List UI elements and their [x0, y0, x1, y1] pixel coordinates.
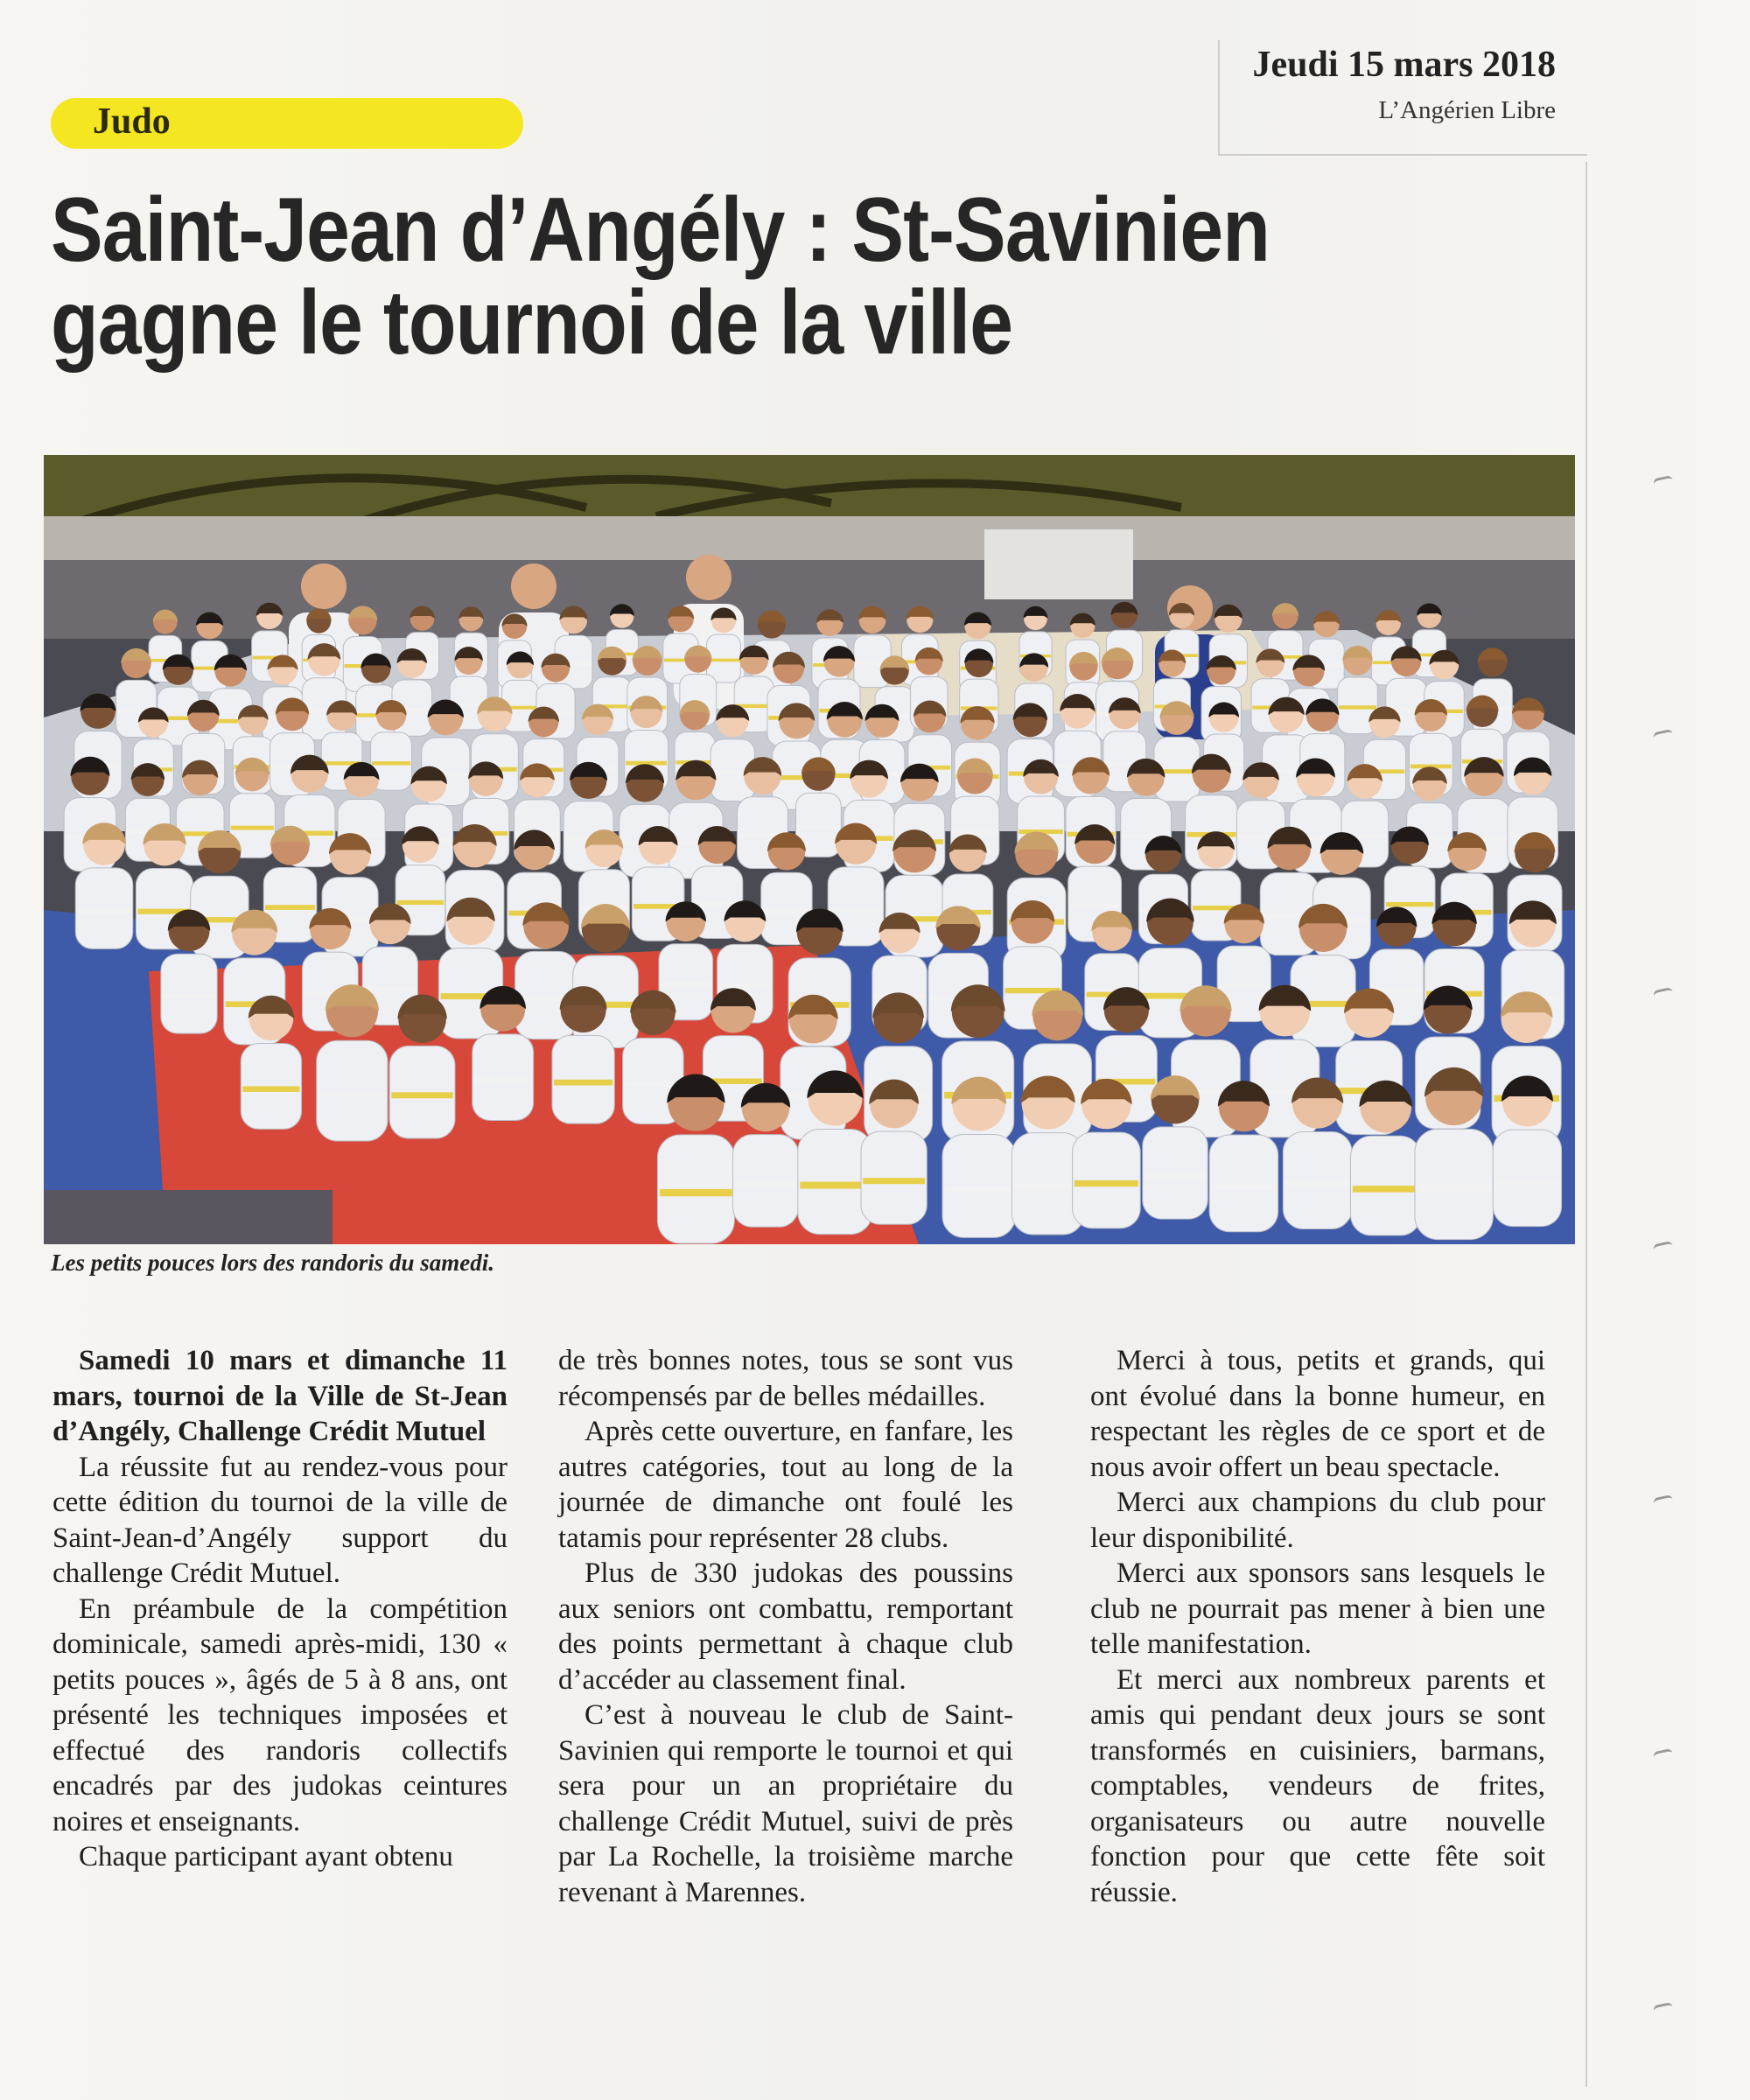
- judoka-belt: [1219, 984, 1270, 989]
- judoka-belt: [944, 1186, 1013, 1193]
- judoka-belt: [397, 900, 444, 905]
- judoka-gi: [1351, 1136, 1421, 1236]
- judoka-belt: [318, 1091, 386, 1098]
- judoka-gi: [942, 1135, 1016, 1238]
- judoka-belt: [163, 994, 216, 999]
- judoka-belt: [1418, 1184, 1491, 1191]
- judoka-belt: [1211, 1183, 1276, 1189]
- judoka-belt: [265, 905, 315, 910]
- judoka-belt: [735, 1180, 796, 1186]
- judoka-belt: [863, 1178, 925, 1184]
- instructor-head: [511, 564, 556, 609]
- judoka-belt: [660, 1189, 732, 1196]
- judoka-gi: [552, 1035, 614, 1124]
- article-paragraph: C’est à nouveau le club de Saint-Savinien qui remporte le tournoi et qui sera pour un an propriétaire du challenge Crédit Mutuel, suivi de près par La Rochelle, la troisième marche revenant à Marennes.: [558, 1699, 1013, 1908]
- staple-mark: [1653, 2002, 1674, 2017]
- judoka-belt: [1074, 1180, 1138, 1186]
- judo-group-photo: [44, 455, 1575, 1244]
- article-paragraph: Plus de 330 judokas des poussins aux seniors ont combattu, remportant des points permettant à chaque club d’accéder au classement final.: [558, 1558, 1013, 1696]
- judoka-belt: [554, 1080, 612, 1086]
- judoka-belt: [372, 761, 410, 765]
- judoka-belt: [830, 906, 882, 912]
- judoka-gi: [241, 1043, 301, 1129]
- judoka-belt: [797, 825, 840, 830]
- publication-date: Jeudi 15 mars 2018: [1252, 45, 1556, 85]
- instructor-head: [301, 564, 346, 609]
- judoka-belt: [762, 908, 810, 913]
- headline-line-2: gagne le tournoi de la ville: [51, 272, 1013, 374]
- judoka-belt: [1353, 1186, 1419, 1193]
- article-column-1: [52, 1343, 508, 1875]
- staple-mark: [1653, 729, 1674, 744]
- instructor-head: [686, 555, 732, 600]
- judoka-belt: [242, 1086, 299, 1092]
- article-paragraph: Chaque participant ayant obtenu: [79, 1841, 453, 1872]
- scoreboard-banner: [984, 529, 1133, 599]
- article-paragraph: Après cette ouverture, en fanfare, les autres catégories, tout au long de la journée de dimanche ont foulé les tatamis pour représenter 28 clubs.: [558, 1416, 1013, 1554]
- headline-line-1: Saint-Jean d’Angély : St-Savinien: [51, 179, 1270, 281]
- judoka-belt: [391, 1092, 452, 1098]
- article-paragraph: La réussite fut au rendez-vous pour cette édition du tournoi de la ville de Saint-Jean-d’Angély support du challenge Crédit Mutuel.: [52, 1451, 508, 1589]
- article-column-2: [558, 1343, 1013, 1910]
- judoka-belt: [1144, 1172, 1206, 1179]
- judoka-belt: [364, 986, 416, 991]
- article-paragraph: Merci aux sponsors sans lesquels le club ne pourrait pas mener à bien une telle manifestation.: [1090, 1558, 1545, 1660]
- judoka-belt: [1495, 1178, 1560, 1184]
- staple-mark: [1653, 1494, 1674, 1509]
- judoka-belt: [77, 908, 131, 914]
- staple-mark: [1653, 1748, 1674, 1763]
- judoka-gi: [1415, 1129, 1493, 1239]
- section-tag-label: Judo: [93, 102, 171, 142]
- judoka-belt: [952, 830, 998, 835]
- judoka-gi: [733, 1135, 799, 1228]
- judoka-belt: [1339, 705, 1376, 709]
- judoka-belt: [661, 982, 711, 987]
- staple-mark: [1653, 475, 1674, 490]
- headline: [51, 179, 1330, 374]
- judoka-belt: [1014, 1184, 1082, 1191]
- judoka-belt: [231, 826, 274, 830]
- publication-name: L’Angérien Libre: [1378, 96, 1556, 124]
- article-lead: Samedi 10 mars et dimanche 11 mars, tournoi de la Ville de St-Jean d’Angély, Challenge Crédit Mutuel: [52, 1345, 508, 1447]
- judoka-gi: [657, 1135, 734, 1243]
- judoka-belt: [800, 1182, 870, 1189]
- judoka-belt: [474, 1077, 532, 1083]
- staple-mark: [1653, 987, 1674, 1002]
- article-paragraph: de très bonnes notes, tous se sont vus récompensés par de belles médailles.: [558, 1345, 1013, 1412]
- article-column-3: [1090, 1343, 1545, 1910]
- staple-mark: [1653, 1241, 1674, 1256]
- judoka-belt: [1285, 1180, 1350, 1186]
- judoka-belt: [708, 659, 740, 662]
- judoka-belt: [1069, 904, 1119, 909]
- clipping-edge: [1586, 162, 1587, 2087]
- article-paragraph: Merci aux champions du club pour leur disponibilité.: [1090, 1487, 1545, 1554]
- dateline-box: [1218, 40, 1587, 156]
- photo-caption: Les petits pouces lors des randoris du samedi.: [51, 1250, 495, 1276]
- judoka-belt: [1386, 902, 1433, 906]
- article-paragraph: En préambule de la compétition dominicale, samedi après-midi, 130 « petits pouces », âgés de 5 à 8 ans, ont présenté les techniques imposées et effectué des randoris collectifs encadrés par des judokas ceintures noires et enseignants.: [52, 1592, 508, 1838]
- article-paragraph: Et merci aux nombreux parents et amis qui pendant deux jours se sont transformés en cuisiniers, barmans, comptables, vendeurs de frites, organisateurs ou autre nouvelle fonction pour que cette fête soit réussie.: [1090, 1663, 1545, 1908]
- article-paragraph: Merci à tous, petits et grands, qui ont évolué dans la bonne humeur, en respectant les règles de ce sport et de nous avoir offert un beau spectacle.: [1090, 1345, 1545, 1483]
- bags-pile: [44, 1190, 332, 1244]
- judoka-gi: [1209, 1135, 1278, 1232]
- judoka-belt: [718, 984, 771, 989]
- section-tag: [51, 98, 523, 149]
